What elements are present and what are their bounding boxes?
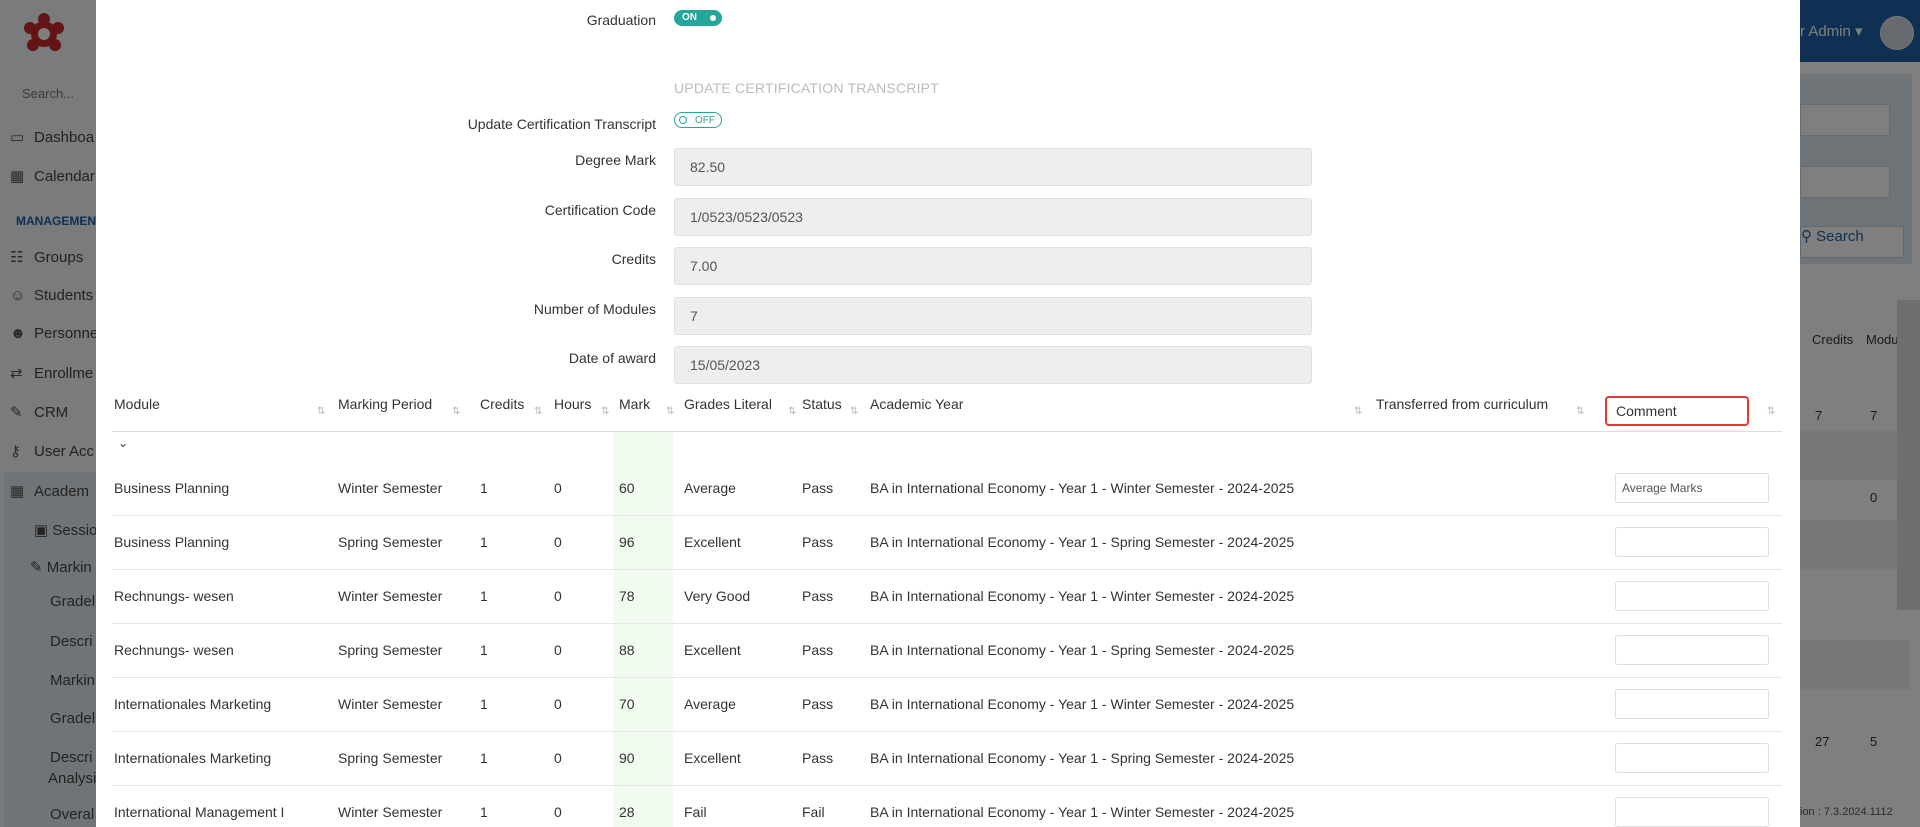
col-header-grades-literal[interactable]: Grades Literal ⇅ — [684, 396, 797, 417]
cell-mark: 78 — [619, 588, 635, 604]
col-header-hours[interactable]: Hours ⇅ — [554, 396, 610, 417]
cell-status: Pass — [802, 696, 834, 712]
cell-mark: 96 — [619, 534, 635, 550]
cell-module: Business Planning — [114, 534, 230, 550]
cell-module: Rechnungs- wesen — [114, 588, 234, 604]
sort-icon: ⇅ — [788, 406, 797, 417]
cell-module: Rechnungs- wesen — [114, 642, 234, 658]
toggle-knob — [710, 15, 716, 21]
cell-status: Fail — [802, 804, 825, 820]
cell-module: International Management I — [114, 804, 285, 820]
cell-module: Business Planning — [114, 480, 230, 496]
update-transcript-toggle[interactable]: OFF — [674, 112, 722, 128]
cell-marking-period: Spring Semester — [338, 642, 443, 658]
cell-credits: 1 — [480, 534, 488, 550]
cell-grade: Very Good — [684, 588, 751, 604]
table-row — [112, 624, 1782, 678]
sort-icon: ⇅ — [1354, 406, 1363, 417]
sort-icon: ⇅ — [666, 406, 675, 417]
table-row — [112, 462, 1782, 516]
certification-code-label: Certification Code — [544, 202, 656, 218]
update-transcript-label: Update Certification Transcript — [467, 116, 656, 132]
group-row — [112, 432, 1782, 462]
cell-academic-year: BA in International Economy - Year 1 - Winter Semester - 2024-2025 — [870, 588, 1295, 604]
comment-input[interactable] — [1615, 743, 1769, 773]
cell-academic-year: BA in International Economy - Year 1 - Spring Semester - 2024-2025 — [870, 642, 1295, 658]
col-header-marking-period[interactable]: Marking Period ⇅ — [338, 396, 461, 417]
graduation-label: Graduation — [586, 12, 656, 28]
credits-field: 7.00 — [674, 247, 1312, 285]
cell-mark: 70 — [619, 696, 635, 712]
sort-icon: ⇅ — [601, 406, 610, 417]
table-row — [112, 570, 1782, 624]
sort-icon: ⇅ — [1576, 406, 1585, 417]
comment-input[interactable] — [1615, 527, 1769, 557]
cell-grade: Excellent — [684, 642, 741, 658]
modules-count-label: Number of Modules — [533, 301, 656, 317]
table-row — [112, 678, 1782, 732]
cell-academic-year: BA in International Economy - Year 1 - Winter Semester - 2024-2025 — [870, 480, 1295, 496]
cell-status: Pass — [802, 642, 834, 658]
cell-marking-period: Winter Semester — [338, 588, 443, 604]
cell-credits: 1 — [480, 642, 488, 658]
cell-mark: 60 — [619, 480, 635, 496]
comment-input[interactable] — [1615, 581, 1769, 611]
table-row — [112, 516, 1782, 570]
col-header-credits[interactable]: Credits ⇅ — [480, 396, 543, 417]
cell-status: Pass — [802, 534, 834, 550]
comment-input[interactable] — [1615, 689, 1769, 719]
toggle-knob — [679, 116, 687, 124]
col-header-status[interactable]: Status ⇅ — [802, 396, 859, 417]
degree-mark-label: Degree Mark — [575, 152, 656, 168]
cell-mark: 90 — [619, 750, 635, 766]
modules-count-field: 7 — [674, 297, 1312, 335]
cell-module: Internationales Marketing — [114, 750, 272, 766]
cell-academic-year: BA in International Economy - Year 1 - Winter Semester - 2024-2025 — [870, 804, 1295, 820]
col-header-mark[interactable]: Mark ⇅ — [619, 396, 675, 417]
col-header-transferred[interactable]: Transferred from curriculum ⇅ — [1376, 396, 1585, 417]
cell-grade: Excellent — [684, 750, 741, 766]
cell-status: Pass — [802, 480, 834, 496]
cell-status: Pass — [802, 750, 834, 766]
cell-marking-period: Spring Semester — [338, 534, 443, 550]
sort-icon: ⇅ — [317, 406, 326, 417]
cell-credits: 1 — [480, 750, 488, 766]
table-row — [112, 732, 1782, 786]
comment-input[interactable] — [1615, 797, 1769, 827]
cell-hours: 0 — [554, 750, 562, 766]
cell-module: Internationales Marketing — [114, 696, 272, 712]
cell-hours: 0 — [554, 534, 562, 550]
date-of-award-label: Date of award — [568, 350, 656, 366]
sort-icon: ⇅ — [1767, 406, 1776, 417]
sort-icon: ⇅ — [452, 406, 461, 417]
cell-hours: 0 — [554, 480, 562, 496]
certification-code-field: 1/0523/0523/0523 — [674, 198, 1312, 236]
cell-grade: Average — [684, 696, 736, 712]
cell-hours: 0 — [554, 642, 562, 658]
cell-credits: 1 — [480, 696, 488, 712]
cell-status: Pass — [802, 588, 834, 604]
cell-hours: 0 — [554, 696, 562, 712]
cell-credits: 1 — [480, 804, 488, 820]
section-title: UPDATE CERTIFICATION TRANSCRIPT — [674, 80, 939, 96]
graduation-toggle[interactable]: ON — [674, 10, 722, 26]
col-header-module[interactable]: Module ⇅ — [114, 396, 326, 417]
cell-credits: 1 — [480, 480, 488, 496]
cell-hours: 0 — [554, 804, 562, 820]
comment-input[interactable] — [1615, 635, 1769, 665]
cell-hours: 0 — [554, 588, 562, 604]
cell-marking-period: Winter Semester — [338, 696, 443, 712]
cell-mark: 28 — [619, 804, 635, 820]
degree-mark-field: 82.50 — [674, 148, 1312, 186]
sort-icon: ⇅ — [534, 406, 543, 417]
cell-grade: Fail — [684, 804, 707, 820]
col-header-comment[interactable]: Comment — [1605, 396, 1749, 426]
cell-marking-period: Winter Semester — [338, 480, 443, 496]
date-of-award-field: 15/05/2023 — [674, 346, 1312, 384]
col-header-academic-year[interactable]: Academic Year ⇅ — [870, 396, 1363, 417]
cell-grade: Excellent — [684, 534, 741, 550]
cell-academic-year: BA in International Economy - Year 1 - Spring Semester - 2024-2025 — [870, 534, 1295, 550]
cell-academic-year: BA in International Economy - Year 1 - Spring Semester - 2024-2025 — [870, 750, 1295, 766]
cell-marking-period: Spring Semester — [338, 750, 443, 766]
comment-input[interactable] — [1615, 473, 1769, 503]
cell-grade: Average — [684, 480, 736, 496]
chevron-down-icon[interactable]: ⌄ — [118, 436, 129, 450]
transcript-modal — [96, 0, 1800, 827]
cell-mark: 88 — [619, 642, 635, 658]
cell-marking-period: Winter Semester — [338, 804, 443, 820]
sort-icon: ⇅ — [850, 406, 859, 417]
cell-academic-year: BA in International Economy - Year 1 - Winter Semester - 2024-2025 — [870, 696, 1295, 712]
table-row — [112, 786, 1782, 827]
credits-label: Credits — [611, 251, 656, 267]
cell-credits: 1 — [480, 588, 488, 604]
